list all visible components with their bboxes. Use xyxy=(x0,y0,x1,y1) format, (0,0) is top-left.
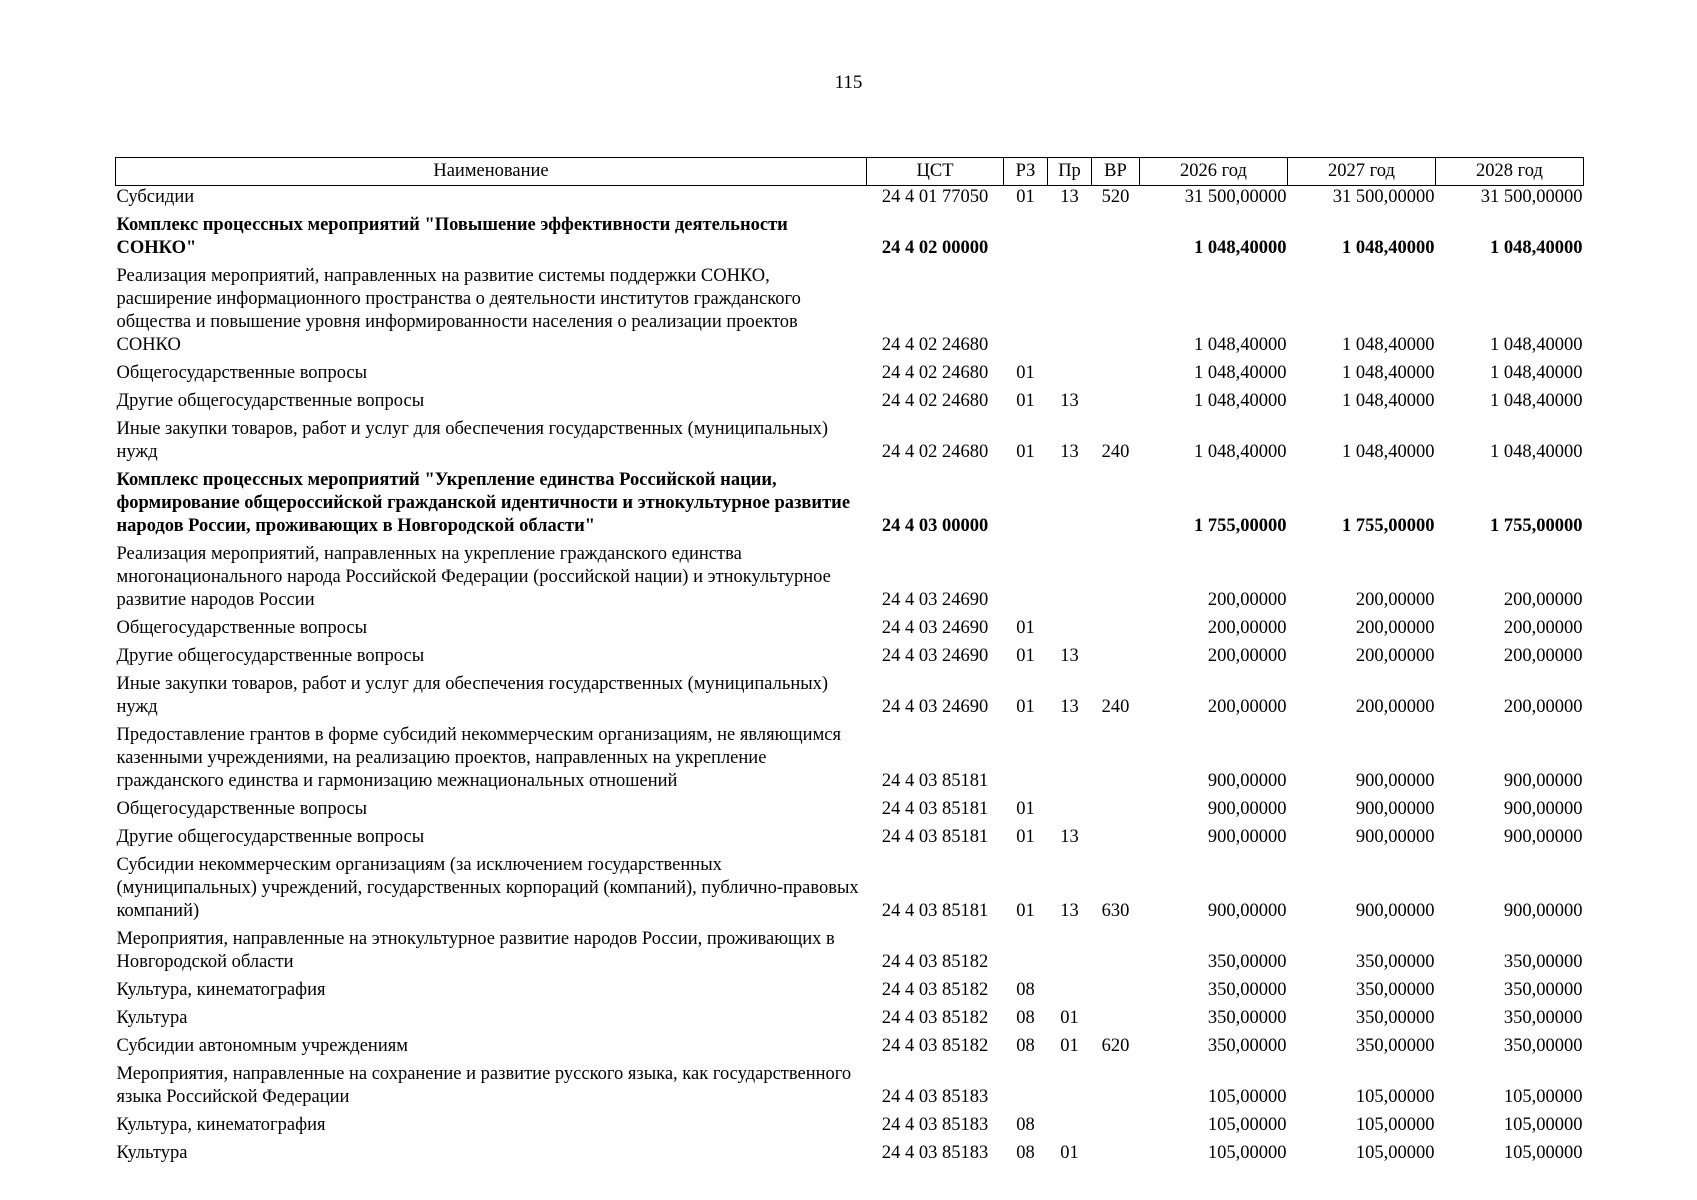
row-vr xyxy=(1092,640,1140,668)
row-cst: 24 4 02 24680 xyxy=(881,335,989,355)
row-value-2026: 900,00000 xyxy=(1207,827,1287,847)
table-row xyxy=(116,464,1584,538)
row-rz: 01 xyxy=(1016,799,1035,819)
row-value-2028: 1 048,40000 xyxy=(1490,442,1583,462)
row-name: Общегосударственные вопросы xyxy=(116,799,368,819)
row-pr xyxy=(1048,923,1092,974)
row-name: Культура, кинематография xyxy=(116,980,326,1000)
row-cst: 24 4 03 24690 xyxy=(881,697,989,717)
row-rz: 01 xyxy=(1016,697,1035,717)
row-cst: 24 4 03 85182 xyxy=(881,1008,989,1028)
row-pr: 13 xyxy=(1060,827,1079,847)
row-vr xyxy=(1092,821,1140,849)
row-rz: 08 xyxy=(1016,980,1035,1000)
row-cst: 24 4 03 85181 xyxy=(881,827,989,847)
row-rz xyxy=(1004,1058,1048,1109)
table-row xyxy=(116,640,1584,668)
table-row xyxy=(116,974,1584,1002)
row-value-2027: 1 048,40000 xyxy=(1342,391,1435,411)
row-value-2027: 900,00000 xyxy=(1355,901,1435,921)
header-pr: Пр xyxy=(1048,158,1092,186)
row-value-2027: 1 048,40000 xyxy=(1342,335,1435,355)
row-value-2028: 350,00000 xyxy=(1503,1036,1583,1056)
table-body xyxy=(116,186,1584,1166)
row-name: Субсидии xyxy=(116,187,195,207)
row-pr xyxy=(1048,1109,1092,1137)
row-value-2027: 1 755,00000 xyxy=(1342,516,1435,536)
row-name: Субсидии автономным учреждениям xyxy=(116,1036,408,1056)
row-vr xyxy=(1092,385,1140,413)
row-cst: 24 4 03 85182 xyxy=(881,1036,989,1056)
header-2027: 2027 год xyxy=(1288,158,1436,186)
table-row xyxy=(116,357,1584,385)
row-pr: 13 xyxy=(1060,646,1079,666)
table-header-row xyxy=(116,158,1584,186)
header-name: Наименование xyxy=(116,158,867,186)
row-vr xyxy=(1092,612,1140,640)
row-pr xyxy=(1048,719,1092,793)
row-vr xyxy=(1092,1002,1140,1030)
row-vr: 240 xyxy=(1101,697,1130,717)
row-value-2026: 105,00000 xyxy=(1207,1143,1287,1163)
row-value-2028: 900,00000 xyxy=(1503,901,1583,921)
row-name: Общегосударственные вопросы xyxy=(116,363,368,383)
row-pr: 13 xyxy=(1060,391,1079,411)
row-value-2028: 900,00000 xyxy=(1503,799,1583,819)
table-row xyxy=(116,793,1584,821)
table-row xyxy=(116,209,1584,260)
row-name: Общегосударственные вопросы xyxy=(116,618,368,638)
row-cst: 24 4 03 85181 xyxy=(881,771,989,791)
table-row xyxy=(116,1058,1584,1109)
row-cst: 24 4 03 85181 xyxy=(881,799,989,819)
row-pr xyxy=(1048,974,1092,1002)
row-value-2028: 900,00000 xyxy=(1503,827,1583,847)
row-value-2026: 1 048,40000 xyxy=(1194,363,1287,383)
row-vr: 520 xyxy=(1101,187,1130,207)
row-value-2028: 350,00000 xyxy=(1503,952,1583,972)
row-rz xyxy=(1004,719,1048,793)
table-row xyxy=(116,1137,1584,1165)
budget-table xyxy=(115,157,1584,1165)
row-cst: 24 4 03 85181 xyxy=(881,901,989,921)
row-vr: 240 xyxy=(1101,442,1130,462)
row-value-2026: 1 048,40000 xyxy=(1194,335,1287,355)
row-value-2028: 105,00000 xyxy=(1503,1143,1583,1163)
row-vr xyxy=(1092,538,1140,612)
row-value-2026: 200,00000 xyxy=(1207,618,1287,638)
header-cst: ЦСТ xyxy=(867,158,1004,186)
row-name: Другие общегосударственные вопросы xyxy=(116,827,425,847)
row-cst: 24 4 03 85183 xyxy=(881,1143,989,1163)
row-value-2026: 1 048,40000 xyxy=(1194,391,1287,411)
row-pr: 13 xyxy=(1060,442,1079,462)
row-value-2028: 1 755,00000 xyxy=(1490,516,1583,536)
row-rz: 08 xyxy=(1016,1143,1035,1163)
row-value-2028: 200,00000 xyxy=(1503,697,1583,717)
row-value-2028: 200,00000 xyxy=(1503,590,1583,610)
row-value-2026: 200,00000 xyxy=(1207,646,1287,666)
row-name: Культура xyxy=(116,1143,188,1163)
row-rz: 08 xyxy=(1016,1115,1035,1135)
row-name: Мероприятия, направленные на этнокультурное развитие народов России, проживающих в Новгородской области xyxy=(116,929,835,972)
row-pr xyxy=(1048,260,1092,357)
row-rz xyxy=(1004,260,1048,357)
row-pr xyxy=(1048,538,1092,612)
row-cst: 24 4 03 24690 xyxy=(881,618,989,638)
table-row xyxy=(116,612,1584,640)
row-pr xyxy=(1048,209,1092,260)
row-vr: 630 xyxy=(1101,901,1130,921)
row-rz: 08 xyxy=(1016,1036,1035,1056)
row-pr: 13 xyxy=(1060,697,1079,717)
row-value-2028: 1 048,40000 xyxy=(1490,335,1583,355)
row-name: Культура, кинематография xyxy=(116,1115,326,1135)
row-cst: 24 4 03 85183 xyxy=(881,1087,989,1107)
row-cst: 24 4 02 24680 xyxy=(881,391,989,411)
row-value-2027: 1 048,40000 xyxy=(1342,363,1435,383)
row-value-2028: 1 048,40000 xyxy=(1490,238,1583,258)
page-number: 115 xyxy=(834,72,863,93)
row-value-2028: 105,00000 xyxy=(1503,1115,1583,1135)
row-vr xyxy=(1092,357,1140,385)
row-cst: 24 4 03 85182 xyxy=(881,952,989,972)
row-value-2026: 1 048,40000 xyxy=(1194,238,1287,258)
row-pr xyxy=(1048,793,1092,821)
table-row xyxy=(116,260,1584,357)
table-row xyxy=(116,821,1584,849)
row-cst: 24 4 01 77050 xyxy=(881,187,989,207)
row-value-2028: 1 048,40000 xyxy=(1490,363,1583,383)
row-rz: 01 xyxy=(1016,827,1035,847)
row-value-2028: 350,00000 xyxy=(1503,980,1583,1000)
row-pr xyxy=(1048,612,1092,640)
row-value-2027: 900,00000 xyxy=(1355,827,1435,847)
row-value-2026: 1 048,40000 xyxy=(1194,442,1287,462)
row-cst: 24 4 03 24690 xyxy=(881,590,989,610)
row-value-2026: 105,00000 xyxy=(1207,1115,1287,1135)
row-rz: 08 xyxy=(1016,1008,1035,1028)
row-value-2027: 1 048,40000 xyxy=(1342,238,1435,258)
table-row xyxy=(116,1002,1584,1030)
header-rz: РЗ xyxy=(1004,158,1048,186)
row-name: Комплекс процессных мероприятий "Повышение эффективности деятельности СОНКО" xyxy=(116,215,788,258)
row-value-2026: 200,00000 xyxy=(1207,697,1287,717)
row-rz: 01 xyxy=(1016,618,1035,638)
row-rz xyxy=(1004,923,1048,974)
row-value-2026: 105,00000 xyxy=(1207,1087,1287,1107)
row-name: Культура xyxy=(116,1008,188,1028)
row-cst: 24 4 03 00000 xyxy=(881,516,989,536)
row-rz: 01 xyxy=(1016,901,1035,921)
row-cst: 24 4 02 00000 xyxy=(881,238,989,258)
row-name: Реализация мероприятий, направленных на развитие системы поддержки СОНКО, расширение информационного пространства о деятельности институтов гражданского общества и повышение уровня информированности населения о реализации проектов СОНКО xyxy=(116,266,801,355)
row-rz: 01 xyxy=(1016,646,1035,666)
row-value-2028: 200,00000 xyxy=(1503,646,1583,666)
row-rz: 01 xyxy=(1016,363,1035,383)
row-name: Субсидии некоммерческим организациям (за исключением государственных (муниципальных) учреждений, государственных корпораций (компаний), публично-правовых компаний) xyxy=(116,855,859,921)
row-name: Другие общегосударственные вопросы xyxy=(116,391,425,411)
row-cst: 24 4 02 24680 xyxy=(881,363,989,383)
row-value-2027: 350,00000 xyxy=(1355,980,1435,1000)
row-value-2026: 900,00000 xyxy=(1207,771,1287,791)
row-name: Другие общегосударственные вопросы xyxy=(116,646,425,666)
row-cst: 24 4 03 85182 xyxy=(881,980,989,1000)
row-value-2026: 350,00000 xyxy=(1207,1036,1287,1056)
row-pr: 13 xyxy=(1060,187,1079,207)
row-value-2027: 31 500,00000 xyxy=(1332,187,1435,207)
row-vr xyxy=(1092,1109,1140,1137)
row-value-2026: 900,00000 xyxy=(1207,901,1287,921)
table-row xyxy=(116,186,1584,210)
table-row xyxy=(116,413,1584,464)
row-value-2026: 1 755,00000 xyxy=(1194,516,1287,536)
row-value-2028: 900,00000 xyxy=(1503,771,1583,791)
row-rz xyxy=(1004,464,1048,538)
row-vr xyxy=(1092,464,1140,538)
row-value-2027: 105,00000 xyxy=(1355,1087,1435,1107)
table-row xyxy=(116,849,1584,923)
row-cst: 24 4 02 24680 xyxy=(881,442,989,462)
row-rz xyxy=(1004,538,1048,612)
row-value-2027: 350,00000 xyxy=(1355,1036,1435,1056)
row-value-2027: 105,00000 xyxy=(1355,1143,1435,1163)
row-value-2027: 1 048,40000 xyxy=(1342,442,1435,462)
row-pr: 01 xyxy=(1060,1008,1079,1028)
row-value-2027: 200,00000 xyxy=(1355,646,1435,666)
table-row xyxy=(116,385,1584,413)
row-cst: 24 4 03 85183 xyxy=(881,1115,989,1135)
row-value-2027: 200,00000 xyxy=(1355,697,1435,717)
table-row xyxy=(116,538,1584,612)
row-value-2027: 105,00000 xyxy=(1355,1115,1435,1135)
row-name: Реализация мероприятий, направленных на укрепление гражданского единства многонационального народа Российской Федерации (российской нации) и этнокультурное развитие народов России xyxy=(116,544,831,610)
row-value-2027: 200,00000 xyxy=(1355,590,1435,610)
header-2028: 2028 год xyxy=(1436,158,1584,186)
row-vr xyxy=(1092,260,1140,357)
row-vr xyxy=(1092,719,1140,793)
row-rz xyxy=(1004,209,1048,260)
row-vr: 620 xyxy=(1101,1036,1130,1056)
row-name: Иные закупки товаров, работ и услуг для обеспечения государственных (муниципальных) нужд xyxy=(116,419,829,462)
row-name: Мероприятия, направленные на сохранение и развитие русского языка, как государственного языка Российской Федерации xyxy=(116,1064,852,1107)
row-value-2026: 200,00000 xyxy=(1207,590,1287,610)
row-vr xyxy=(1092,209,1140,260)
row-vr xyxy=(1092,1137,1140,1165)
row-vr xyxy=(1092,974,1140,1002)
table-row xyxy=(116,719,1584,793)
row-value-2026: 350,00000 xyxy=(1207,952,1287,972)
table-row xyxy=(116,668,1584,719)
row-pr: 01 xyxy=(1060,1143,1079,1163)
row-value-2027: 200,00000 xyxy=(1355,618,1435,638)
row-vr xyxy=(1092,923,1140,974)
row-value-2027: 350,00000 xyxy=(1355,1008,1435,1028)
row-value-2028: 31 500,00000 xyxy=(1480,187,1583,207)
row-value-2026: 900,00000 xyxy=(1207,799,1287,819)
row-vr xyxy=(1092,793,1140,821)
table-row xyxy=(116,1030,1584,1058)
row-rz: 01 xyxy=(1016,391,1035,411)
row-value-2028: 200,00000 xyxy=(1503,618,1583,638)
row-cst: 24 4 03 24690 xyxy=(881,646,989,666)
row-pr xyxy=(1048,357,1092,385)
row-value-2026: 31 500,00000 xyxy=(1184,187,1287,207)
row-pr xyxy=(1048,1058,1092,1109)
row-vr xyxy=(1092,1058,1140,1109)
header-2026: 2026 год xyxy=(1140,158,1288,186)
row-value-2028: 350,00000 xyxy=(1503,1008,1583,1028)
row-value-2027: 900,00000 xyxy=(1355,799,1435,819)
row-rz: 01 xyxy=(1016,442,1035,462)
row-name: Комплекс процессных мероприятий "Укрепление единства Российской нации, формирование общероссийской гражданской идентичности и этнокультурное развитие народов России, проживающих в Новгородской области" xyxy=(116,470,851,536)
row-pr xyxy=(1048,464,1092,538)
row-rz: 01 xyxy=(1016,187,1035,207)
row-value-2026: 350,00000 xyxy=(1207,980,1287,1000)
table-row xyxy=(116,1109,1584,1137)
row-value-2027: 350,00000 xyxy=(1355,952,1435,972)
row-value-2028: 105,00000 xyxy=(1503,1087,1583,1107)
table-row xyxy=(116,923,1584,974)
header-vr: ВР xyxy=(1092,158,1140,186)
row-name: Иные закупки товаров, работ и услуг для обеспечения государственных (муниципальных) нужд xyxy=(116,674,829,717)
row-name: Предоставление грантов в форме субсидий некоммерческим организациям, не являющимся казенными учреждениями, на реализацию проектов, направленных на укрепление гражданского единства и гармонизацию межнациональных отношений xyxy=(116,725,841,791)
row-pr: 13 xyxy=(1060,901,1079,921)
row-pr: 01 xyxy=(1060,1036,1079,1056)
row-value-2026: 350,00000 xyxy=(1207,1008,1287,1028)
row-value-2027: 900,00000 xyxy=(1355,771,1435,791)
row-value-2028: 1 048,40000 xyxy=(1490,391,1583,411)
